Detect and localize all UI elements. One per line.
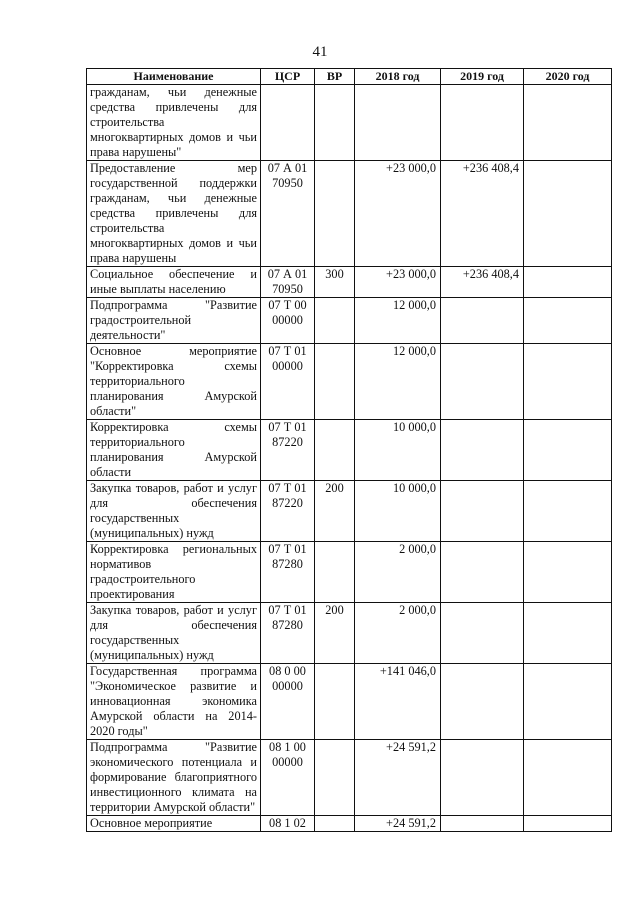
row-2019	[441, 344, 524, 420]
row-vr	[315, 816, 355, 832]
header-name: Наименование	[87, 69, 261, 85]
row-2019	[441, 420, 524, 481]
row-csr: 07 Т 01 87280	[261, 603, 315, 664]
row-2019	[441, 542, 524, 603]
row-2018: 10 000,0	[355, 481, 441, 542]
row-2018: 2 000,0	[355, 603, 441, 664]
row-csr: 08 1 00 00000	[261, 740, 315, 816]
header-csr: ЦСР	[261, 69, 315, 85]
table-row	[87, 267, 612, 298]
row-2019	[441, 85, 524, 161]
row-csr: 07 Т 01 87220	[261, 420, 315, 481]
row-2020	[524, 481, 612, 542]
row-vr: 300	[315, 267, 355, 298]
header-2018: 2018 год	[355, 69, 441, 85]
row-csr: 07 А 01 70950	[261, 267, 315, 298]
row-csr: 07 Т 00 00000	[261, 298, 315, 344]
row-2020	[524, 603, 612, 664]
row-csr	[261, 85, 315, 161]
table-row	[87, 344, 612, 420]
row-name: Основное мероприятие	[87, 816, 261, 832]
table-row	[87, 298, 612, 344]
row-vr	[315, 85, 355, 161]
row-2020	[524, 298, 612, 344]
row-name: Корректировка региональных нормативов градостроительного проектирования	[87, 542, 261, 603]
row-name: Закупка товаров, работ и услуг для обеспечения государственных (муниципальных) нужд	[87, 603, 261, 664]
row-2020	[524, 816, 612, 832]
row-2020	[524, 740, 612, 816]
row-vr	[315, 542, 355, 603]
row-2018: 10 000,0	[355, 420, 441, 481]
table-row	[87, 420, 612, 481]
row-vr	[315, 298, 355, 344]
table-row	[87, 85, 612, 161]
table-row	[87, 603, 612, 664]
row-2018: 2 000,0	[355, 542, 441, 603]
row-name: Социальное обеспечение и иные выплаты населению	[87, 267, 261, 298]
header-2020: 2020 год	[524, 69, 612, 85]
row-2018: +141 046,0	[355, 664, 441, 740]
row-2019: +236 408,4	[441, 267, 524, 298]
row-2020	[524, 420, 612, 481]
budget-table	[86, 68, 612, 832]
row-2019: +236 408,4	[441, 161, 524, 267]
row-name: Подпрограмма "Развитие градостроительной деятельности"	[87, 298, 261, 344]
table-row	[87, 161, 612, 267]
row-2019	[441, 740, 524, 816]
row-vr	[315, 740, 355, 816]
row-name: Государственная программа "Экономическое развитие и инновационная экономика Амурской области на 2014-2020 годы"	[87, 664, 261, 740]
row-2019	[441, 603, 524, 664]
row-csr: 08 0 00 00000	[261, 664, 315, 740]
row-vr	[315, 344, 355, 420]
row-name: Закупка товаров, работ и услуг для обеспечения государственных (муниципальных) нужд	[87, 481, 261, 542]
row-2018: 12 000,0	[355, 344, 441, 420]
row-name: Подпрограмма "Развитие экономического потенциала и формирование благоприятного инвестиционного климата на территории Амурской области"	[87, 740, 261, 816]
row-vr	[315, 420, 355, 481]
row-name: Корректировка схемы территориального планирования Амурской области	[87, 420, 261, 481]
row-csr: 07 Т 01 87220	[261, 481, 315, 542]
row-2018	[355, 85, 441, 161]
row-csr: 07 Т 01 00000	[261, 344, 315, 420]
row-2018: +23 000,0	[355, 161, 441, 267]
row-vr: 200	[315, 603, 355, 664]
row-2020	[524, 344, 612, 420]
row-name: Предоставление мер государственной поддержки гражданам, чьи денежные средства привлечены для строительства многоквартирных домов и чьи права нарушены	[87, 161, 261, 267]
table-row	[87, 542, 612, 603]
row-vr: 200	[315, 481, 355, 542]
row-csr: 07 Т 01 87280	[261, 542, 315, 603]
table-row	[87, 740, 612, 816]
row-2019	[441, 664, 524, 740]
row-csr: 08 1 02	[261, 816, 315, 832]
row-2019	[441, 481, 524, 542]
page-number: 41	[312, 44, 328, 60]
row-2020	[524, 161, 612, 267]
row-2018: +24 591,2	[355, 816, 441, 832]
table-row	[87, 816, 612, 832]
row-name: гражданам, чьи денежные средства привлечены для строительства многоквартирных домов и чьи права нарушены"	[87, 85, 261, 161]
row-2018: 12 000,0	[355, 298, 441, 344]
row-vr	[315, 161, 355, 267]
row-csr: 07 А 01 70950	[261, 161, 315, 267]
row-2020	[524, 664, 612, 740]
table-row	[87, 481, 612, 542]
row-2020	[524, 267, 612, 298]
table-row	[87, 664, 612, 740]
table-header-row	[87, 69, 612, 85]
row-name: Основное мероприятие "Корректировка схемы территориального планирования Амурской области"	[87, 344, 261, 420]
row-2018: +24 591,2	[355, 740, 441, 816]
row-2018: +23 000,0	[355, 267, 441, 298]
row-2019	[441, 298, 524, 344]
row-vr	[315, 664, 355, 740]
row-2020	[524, 542, 612, 603]
header-vr: ВР	[315, 69, 355, 85]
row-2020	[524, 85, 612, 161]
row-2019	[441, 816, 524, 832]
header-2019: 2019 год	[441, 69, 524, 85]
